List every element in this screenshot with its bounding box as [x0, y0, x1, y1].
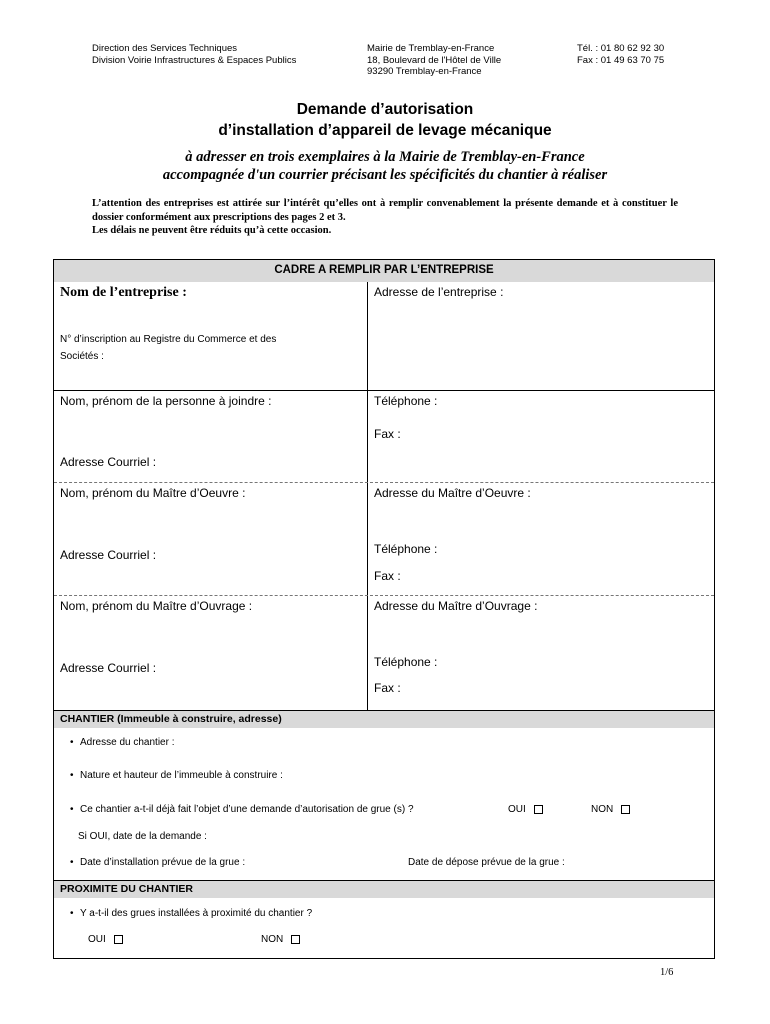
list-item [70, 907, 312, 921]
list-item [70, 803, 414, 817]
contact-fax-label[interactable]: Fax : [374, 427, 401, 441]
bullet-icon: • [70, 857, 74, 868]
prior-request-no-option[interactable] [591, 803, 630, 817]
bullet-icon: • [70, 737, 74, 748]
header-street-line: 18, Boulevard de l'Hôtel de Ville [367, 54, 502, 66]
nearby-cranes-question: Y a-t-il des grues installées à proximité du chantier ? [80, 908, 313, 919]
chantier-nature-label: Nature et hauteur de l’immeuble à construire : [80, 770, 283, 781]
yes-label: OUI [88, 934, 106, 945]
header-contact [577, 43, 664, 66]
form-heading: CADRE A REMPLIR PAR L’ENTREPRISE [274, 264, 494, 276]
form-column-divider [367, 282, 368, 710]
company-name-label[interactable]: Nom de l’entreprise : [60, 285, 187, 300]
moe-fax-label[interactable]: Fax : [374, 569, 401, 583]
checkbox-icon[interactable] [291, 935, 300, 944]
mou-name-label[interactable]: Nom, prénom du Maître d’Ouvrage : [60, 599, 253, 613]
header-department [92, 43, 296, 66]
page-number: 1/6 [660, 967, 674, 978]
prior-request-question: Ce chantier a-t-il déjà fait l’objet d’une demande d’autorisation de grue (s) ? [80, 804, 414, 815]
row-divider [54, 595, 714, 596]
page-subtitle-line2: accompagnée d'un courrier précisant les spécificités du chantier à réaliser [162, 167, 608, 183]
bullet-icon: • [70, 804, 74, 815]
notice-text [92, 197, 678, 238]
header-fax: Fax : 01 49 63 70 75 [577, 54, 665, 66]
nearby-cranes-no-option[interactable] [261, 933, 300, 947]
list-item[interactable] [70, 769, 283, 783]
header-phone: Tél. : 01 80 62 92 30 [577, 43, 665, 54]
row-divider [54, 482, 714, 483]
mou-address-label[interactable]: Adresse du Maître d’Ouvrage : [374, 599, 538, 613]
row-divider [54, 390, 714, 391]
removal-date-label[interactable]: Date de dépose prévue de la grue : [408, 857, 565, 868]
contact-email-label[interactable]: Adresse Courriel : [60, 455, 157, 469]
mou-fax-label[interactable]: Fax : [374, 681, 401, 695]
checkbox-icon[interactable] [621, 805, 630, 814]
list-item[interactable] [70, 856, 245, 870]
moe-phone-label[interactable]: Téléphone : [374, 542, 438, 556]
notice-paragraph: L’attention des entreprises est attirée sur l’intérêt qu’elles ont à remplir convenablement la présente demande et à constituer le dossier conformément aux prescriptions des pages 2 et 3. [92, 198, 678, 223]
notice-deadline: Les délais ne peuvent être réduits qu’à cette occasion. [92, 225, 332, 236]
mou-email-label[interactable]: Adresse Courriel : [60, 661, 157, 675]
yes-label: OUI [508, 804, 526, 815]
list-item[interactable] [70, 736, 175, 750]
registry-label-line2: Sociétés : [60, 351, 104, 362]
if-yes-date-label[interactable]: Si OUI, date de la demande : [78, 831, 207, 842]
bullet-icon: • [70, 908, 74, 919]
header-address [367, 43, 501, 78]
checkbox-icon[interactable] [534, 805, 543, 814]
header-department-line: Direction des Services Techniques [92, 43, 238, 54]
header-mairie-line: Mairie de Tremblay-en-France [367, 43, 495, 54]
page-title-line1: Demande d’autorisation [296, 101, 474, 118]
install-date-label: Date d’installation prévue de la grue : [80, 857, 246, 868]
bullet-icon: • [70, 770, 74, 781]
contact-phone-label[interactable]: Téléphone : [374, 394, 438, 408]
page-subtitle-line1: à adresser en trois exemplaires à la Mairie de Tremblay-en-France [185, 149, 585, 165]
proximite-heading: PROXIMITE DU CHANTIER [60, 883, 194, 895]
registry-label-line1: N° d’inscription au Registre du Commerce et des [60, 334, 277, 345]
no-label: NON [591, 804, 614, 815]
nearby-cranes-yes-option[interactable] [88, 933, 123, 947]
checkbox-icon[interactable] [114, 935, 123, 944]
prior-request-yes-option[interactable] [508, 803, 543, 817]
no-label: NON [261, 934, 284, 945]
contact-name-label[interactable]: Nom, prénom de la personne à joindre : [60, 394, 272, 408]
moe-email-label[interactable]: Adresse Courriel : [60, 548, 157, 562]
page-title-line2: d’installation d’appareil de levage mécanique [218, 122, 552, 139]
header-city-line: 93290 Tremblay-en-France [367, 66, 482, 77]
chantier-heading: CHANTIER (Immeuble à construire, adresse) [60, 713, 282, 725]
chantier-address-label: Adresse du chantier : [80, 737, 175, 748]
header-division-line: Division Voirie Infrastructures & Espaces Publics [92, 54, 297, 66]
mou-phone-label[interactable]: Téléphone : [374, 655, 438, 669]
company-address-label[interactable]: Adresse de l’entreprise : [374, 285, 504, 299]
moe-address-label[interactable]: Adresse du Maître d’Oeuvre : [374, 486, 531, 500]
registry-label[interactable] [60, 331, 276, 365]
moe-name-label[interactable]: Nom, prénom du Maître d’Oeuvre : [60, 486, 246, 500]
